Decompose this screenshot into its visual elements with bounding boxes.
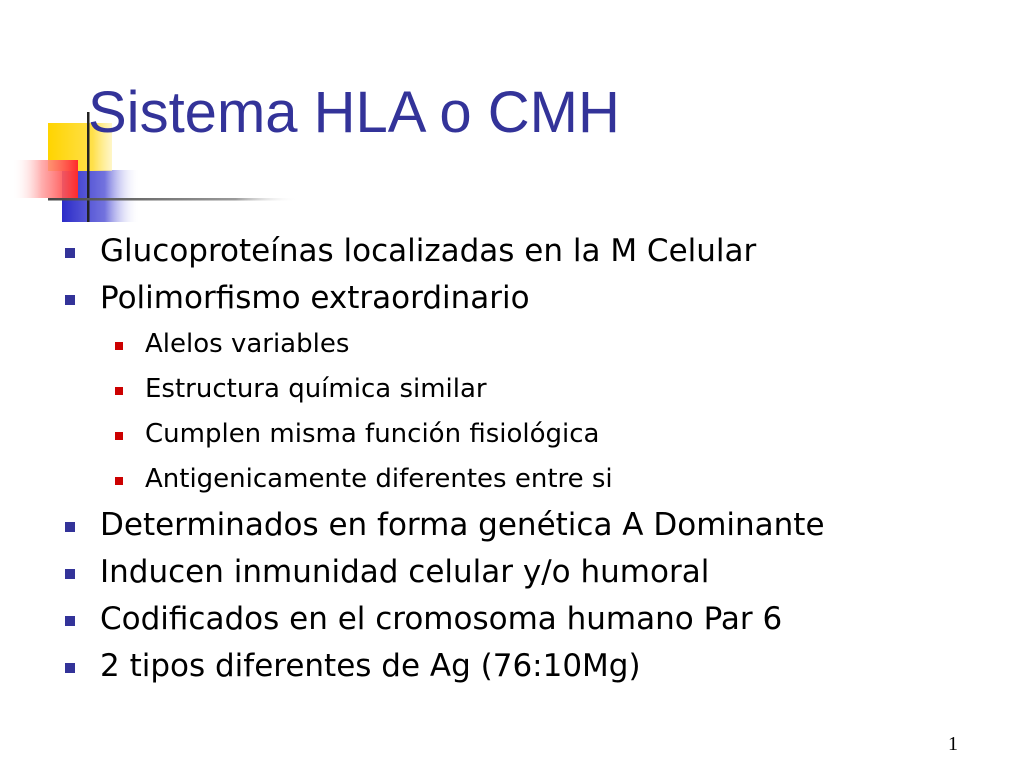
bullet-text: Antigenicamente diferentes entre si (145, 464, 613, 494)
bullet-text: Cumplen misma función fisiológica (145, 419, 600, 449)
logo-red-block (12, 160, 78, 198)
bullet-text: Codificados en el cromosoma humano Par 6 (100, 601, 783, 637)
sub-bullet-item (0, 457, 1024, 502)
small-square-bullet-icon (115, 432, 123, 440)
sub-bullet-item (0, 322, 1024, 367)
bullet-item (0, 502, 1024, 549)
bullet-item (0, 549, 1024, 596)
bullet-text: Determinados en forma genética A Dominante (100, 507, 825, 543)
small-square-bullet-icon (115, 342, 123, 350)
bullet-text: Alelos variables (145, 329, 350, 359)
square-bullet-icon (65, 248, 75, 258)
small-square-bullet-icon (115, 477, 123, 485)
page-number: 1 (948, 733, 958, 755)
square-bullet-icon (65, 295, 75, 305)
bullet-text: Estructura química similar (145, 374, 487, 404)
bullet-item (0, 228, 1024, 275)
sub-bullet-item (0, 367, 1024, 412)
square-bullet-icon (65, 663, 75, 673)
sub-bullet-item (0, 412, 1024, 457)
bullet-item (0, 596, 1024, 643)
bullet-list (0, 228, 1024, 690)
bullet-text: 2 tipos diferentes de Ag (76:10Mg) (100, 648, 641, 684)
small-square-bullet-icon (115, 387, 123, 395)
bullet-item (0, 643, 1024, 690)
bullet-item (0, 275, 1024, 322)
square-bullet-icon (65, 569, 75, 579)
square-bullet-icon (65, 616, 75, 626)
bullet-text: Inducen inmunidad celular y/o humoral (100, 554, 710, 590)
logo-horizontal-line (48, 198, 298, 201)
bullet-text: Glucoproteínas localizadas en la M Celular (100, 233, 757, 269)
bullet-text: Polimorfismo extraordinario (100, 280, 530, 316)
square-bullet-icon (65, 522, 75, 532)
slide-title: Sistema HLA o CMH (88, 80, 620, 145)
